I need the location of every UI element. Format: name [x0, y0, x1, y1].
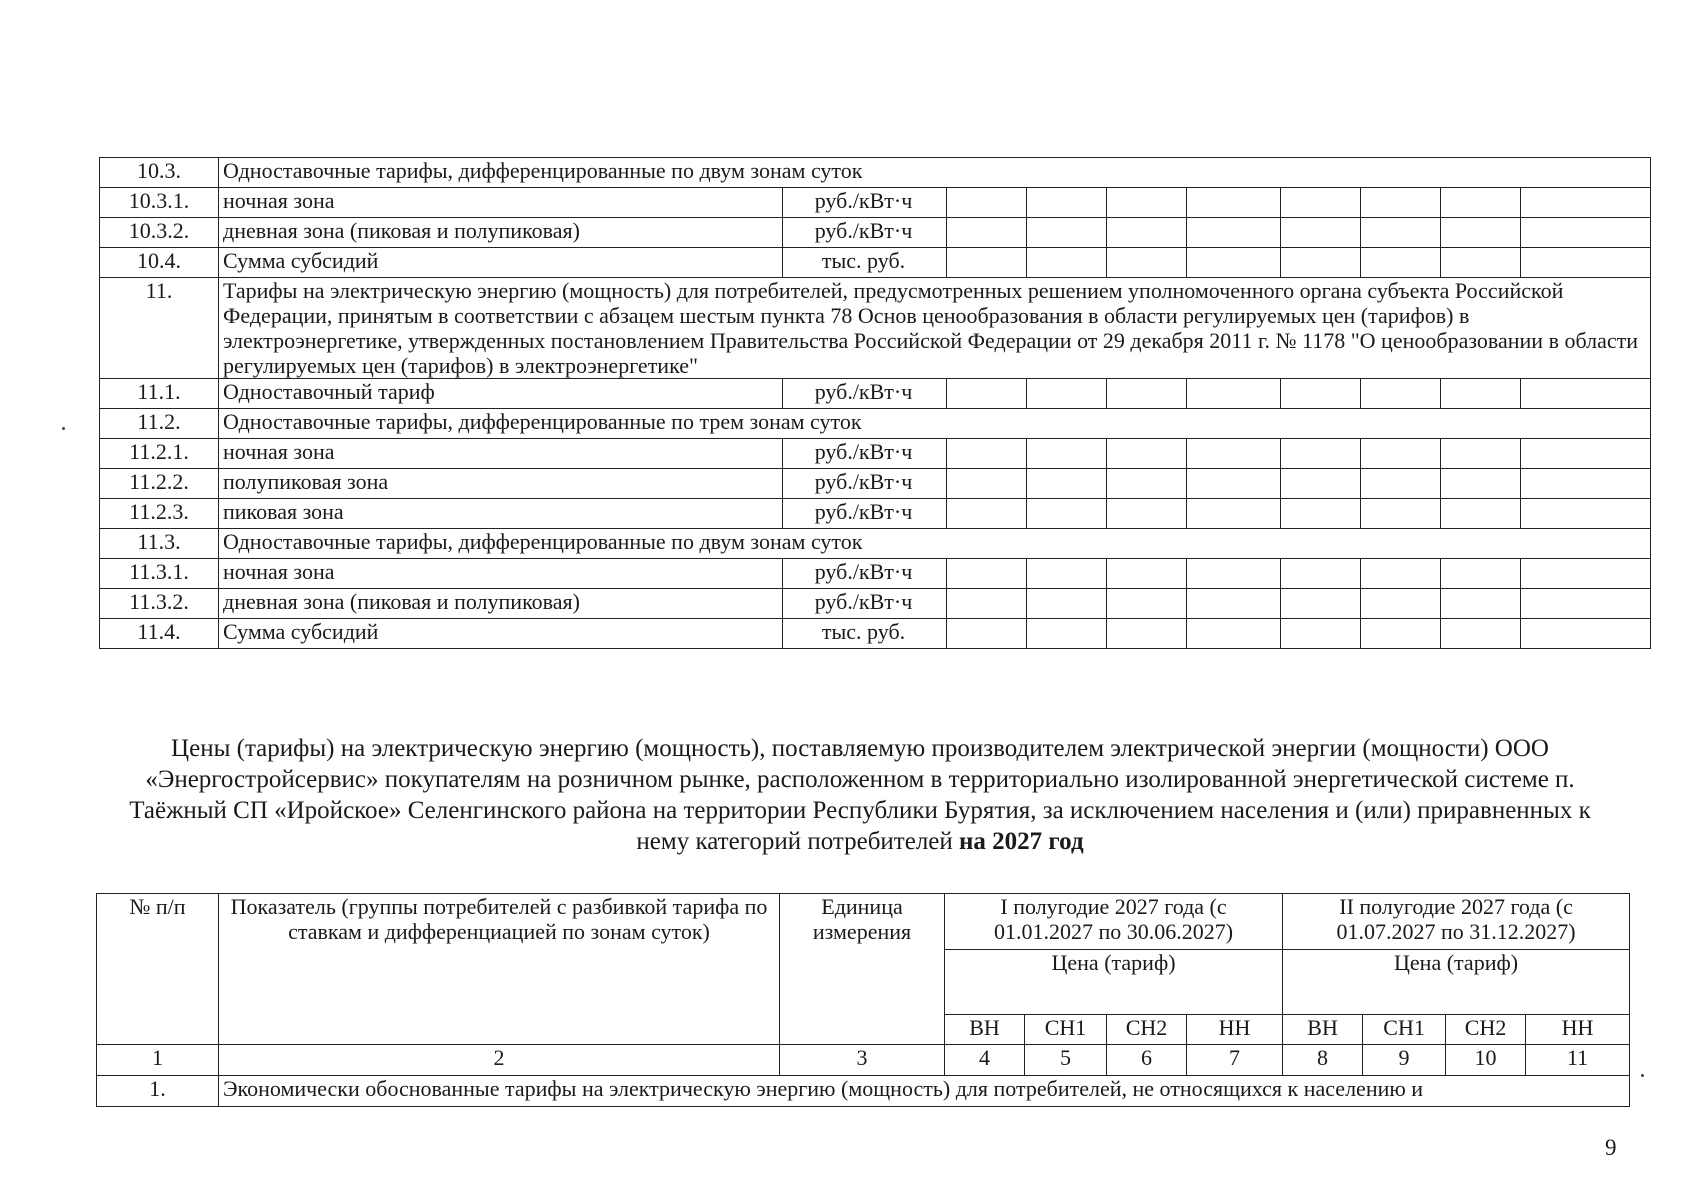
value-cell [1281, 559, 1361, 589]
value-cell [1187, 619, 1281, 649]
value-cell [1521, 559, 1651, 589]
value-cell [1027, 499, 1107, 529]
row-number: 11.2.2. [100, 469, 219, 499]
row-label: Одноставочные тарифы, дифференцированные по двум зонам суток [219, 158, 1651, 188]
row-unit: руб./кВт·ч [783, 379, 947, 409]
row-unit: тыс. руб. [783, 248, 947, 278]
table-row [100, 158, 1651, 188]
table-row [100, 589, 1651, 619]
value-cell [1521, 218, 1651, 248]
value-cell [1187, 559, 1281, 589]
value-cell [1107, 188, 1187, 218]
row-unit: руб./кВт·ч [783, 439, 947, 469]
row-label: ночная зона [219, 439, 783, 469]
value-cell [947, 469, 1027, 499]
value-cell [1107, 499, 1187, 529]
value-cell [1521, 188, 1651, 218]
header-half-1: I полугодие 2027 года (с 01.01.2027 по 30.06.2027) [945, 894, 1283, 950]
value-cell [1281, 188, 1361, 218]
row-number: 11. [100, 278, 219, 379]
value-cell [1361, 188, 1441, 218]
column-number: 11 [1526, 1045, 1630, 1076]
row-label: дневная зона (пиковая и полупиковая) [219, 218, 783, 248]
header-level: СН1 [1363, 1014, 1446, 1044]
column-number: 7 [1187, 1045, 1283, 1076]
row-label: полупиковая зона [219, 469, 783, 499]
value-cell [1361, 469, 1441, 499]
value-cell [1281, 469, 1361, 499]
header-level: СН1 [1025, 1014, 1107, 1044]
value-cell [1281, 248, 1361, 278]
value-cell [1107, 559, 1187, 589]
value-cell [1187, 589, 1281, 619]
column-number: 10 [1446, 1045, 1526, 1076]
value-cell [1107, 469, 1187, 499]
value-cell [1281, 589, 1361, 619]
column-number: 9 [1363, 1045, 1446, 1076]
value-cell [1361, 439, 1441, 469]
row-number: 11.2.1. [100, 439, 219, 469]
row-label: Экономически обоснованные тарифы на электрическую энергию (мощность) для потребителей, не относящихся к населению и [219, 1076, 1630, 1107]
table-row [100, 409, 1651, 439]
value-cell [1521, 379, 1651, 409]
value-cell [1521, 589, 1651, 619]
row-label: Сумма субсидий [219, 619, 783, 649]
row-unit: руб./кВт·ч [783, 188, 947, 218]
row-number: 11.2.3. [100, 499, 219, 529]
table-row [100, 469, 1651, 499]
value-cell [1027, 248, 1107, 278]
value-cell [1281, 379, 1361, 409]
value-cell [1441, 559, 1521, 589]
value-cell [1027, 619, 1107, 649]
value-cell [947, 619, 1027, 649]
value-cell [1441, 439, 1521, 469]
value-cell [947, 559, 1027, 589]
value-cell [1361, 248, 1441, 278]
row-unit: руб./кВт·ч [783, 499, 947, 529]
value-cell [1361, 589, 1441, 619]
table-row [100, 559, 1651, 589]
value-cell [1107, 439, 1187, 469]
tariff-table-continuation [99, 157, 1651, 649]
value-cell [1521, 619, 1651, 649]
row-number: 10.3.1. [100, 188, 219, 218]
row-label: Тарифы на электрическую энергию (мощность) для потребителей, предусмотренных решением уполномоченного органа субъекта Российской Федерации, принятым в соответствии с абзацем шестым пункта 78 Основ ценообразования в области регулируемых цен (тарифов) в электроэнергетике, утвержденных постановлением Правительства Российской Федерации от 29 декабря 2011 г. № 1178 "О ценообразовании в области регулируемых цен (тарифов) в электроэнергетике" [219, 278, 1651, 379]
document-title [110, 733, 1610, 857]
value-cell [1361, 499, 1441, 529]
title-year: на 2027 год [959, 828, 1084, 855]
value-cell [1361, 218, 1441, 248]
column-number: 6 [1107, 1045, 1187, 1076]
value-cell [947, 379, 1027, 409]
table-row [100, 499, 1651, 529]
value-cell [1107, 248, 1187, 278]
row-unit: руб./кВт·ч [783, 218, 947, 248]
value-cell [1441, 218, 1521, 248]
value-cell [1187, 439, 1281, 469]
row-number: 11.3.1. [100, 559, 219, 589]
table-row [100, 188, 1651, 218]
value-cell [1187, 379, 1281, 409]
row-number: 11.2. [100, 409, 219, 439]
value-cell [1441, 188, 1521, 218]
column-number: 2 [219, 1045, 780, 1076]
column-number: 3 [780, 1045, 945, 1076]
row-label: Одноставочный тариф [219, 379, 783, 409]
value-cell [1521, 499, 1651, 529]
row-unit: руб./кВт·ч [783, 469, 947, 499]
value-cell [1187, 499, 1281, 529]
table-row [100, 278, 1651, 379]
row-label: ночная зона [219, 188, 783, 218]
column-number: 1 [97, 1045, 219, 1076]
value-cell [1187, 469, 1281, 499]
header-number: № п/п [97, 894, 219, 1045]
value-cell [1027, 188, 1107, 218]
header-price-1: Цена (тариф) [945, 950, 1283, 1014]
header-level: ВН [945, 1014, 1025, 1044]
value-cell [1441, 379, 1521, 409]
value-cell [1441, 248, 1521, 278]
row-number: 10.3.2. [100, 218, 219, 248]
tariff-table-2027 [96, 893, 1630, 1107]
tariff-table-body [100, 158, 1651, 649]
value-cell [1187, 218, 1281, 248]
table-row [100, 619, 1651, 649]
header-level: СН2 [1107, 1014, 1187, 1044]
value-cell [1107, 218, 1187, 248]
value-cell [947, 589, 1027, 619]
row-label: пиковая зона [219, 499, 783, 529]
row-label: дневная зона (пиковая и полупиковая) [219, 589, 783, 619]
value-cell [1361, 379, 1441, 409]
title-text: Цены (тарифы) на электрическую энергию (мощность), поставляемую производителем электрической энергии (мощности) ООО «Энергостройсервис» покупателям на розничном рынке, расположенном в территориально изолированной энергетической системе п. Таёжный СП «Иройское» Селенгинского района на территории Республики Бурятия, за исключением населения и (или) приравненных к нему категорий потребителей [129, 735, 1591, 855]
value-cell [1027, 559, 1107, 589]
row-number: 11.3. [100, 529, 219, 559]
column-number: 5 [1025, 1045, 1107, 1076]
value-cell [1027, 218, 1107, 248]
column-number: 4 [945, 1045, 1025, 1076]
page-number: 9 [1605, 1135, 1617, 1160]
row-number: 10.4. [100, 248, 219, 278]
header-level: СН2 [1446, 1014, 1526, 1044]
value-cell [1441, 619, 1521, 649]
value-cell [947, 439, 1027, 469]
value-cell [1107, 589, 1187, 619]
table-row [100, 218, 1651, 248]
value-cell [1441, 469, 1521, 499]
row-unit: руб./кВт·ч [783, 589, 947, 619]
value-cell [1027, 589, 1107, 619]
row-unit: тыс. руб. [783, 619, 947, 649]
header-level: НН [1526, 1014, 1630, 1044]
value-cell [1027, 439, 1107, 469]
table-row [100, 379, 1651, 409]
value-cell [1187, 188, 1281, 218]
column-numbers-row [97, 1045, 1630, 1076]
value-cell [1281, 218, 1361, 248]
value-cell [1107, 379, 1187, 409]
value-cell [1361, 559, 1441, 589]
value-cell [1361, 619, 1441, 649]
value-cell [1521, 439, 1651, 469]
row-number: 11.3.2. [100, 589, 219, 619]
value-cell [947, 218, 1027, 248]
value-cell [1027, 469, 1107, 499]
row-label: Одноставочные тарифы, дифференцированные по трем зонам суток [219, 409, 1651, 439]
value-cell [1027, 379, 1107, 409]
row-number: 11.1. [100, 379, 219, 409]
value-cell [1521, 469, 1651, 499]
header-level: ВН [1283, 1014, 1363, 1044]
value-cell [1187, 248, 1281, 278]
value-cell [1281, 499, 1361, 529]
value-cell [947, 248, 1027, 278]
row-label: ночная зона [219, 559, 783, 589]
value-cell [1441, 499, 1521, 529]
row-number: 10.3. [100, 158, 219, 188]
value-cell [1441, 589, 1521, 619]
header-half-2: II полугодие 2027 года (с 01.07.2027 по 31.12.2027) [1283, 894, 1630, 950]
row-label: Одноставочные тарифы, дифференцированные по двум зонам суток [219, 529, 1651, 559]
value-cell [947, 188, 1027, 218]
table-row [100, 439, 1651, 469]
header-unit: Единица измерения [780, 894, 945, 1045]
value-cell [1107, 619, 1187, 649]
column-number: 8 [1283, 1045, 1363, 1076]
header-indicator: Показатель (группы потребителей с разбивкой тарифа по ставкам и дифференциацией по зонам суток) [219, 894, 780, 1045]
header-level: НН [1187, 1014, 1283, 1044]
value-cell [1281, 439, 1361, 469]
scan-speck [62, 427, 65, 430]
value-cell [947, 499, 1027, 529]
scan-speck [1641, 1074, 1644, 1077]
row-number: 1. [97, 1076, 219, 1107]
value-cell [1521, 248, 1651, 278]
row-number: 11.4. [100, 619, 219, 649]
header-price-2: Цена (тариф) [1283, 950, 1630, 1014]
row-unit: руб./кВт·ч [783, 559, 947, 589]
row-label: Сумма субсидий [219, 248, 783, 278]
table-row [100, 529, 1651, 559]
value-cell [1281, 619, 1361, 649]
table-row [100, 248, 1651, 278]
